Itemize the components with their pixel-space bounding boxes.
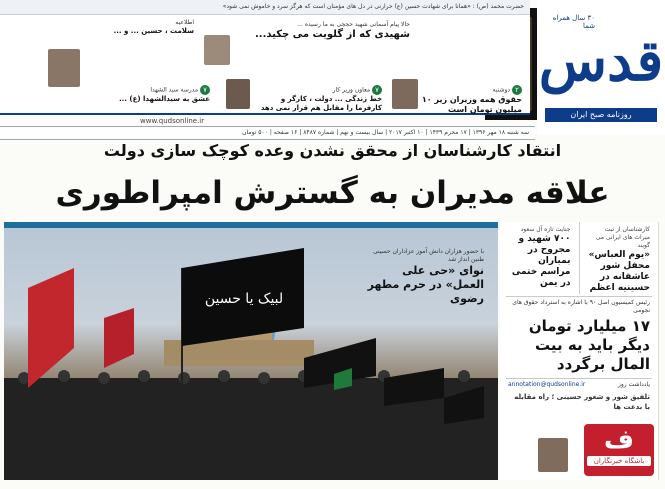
brief-title: «یوم العباس» محفل شور عاشقانه در حسینیه اعظم bbox=[588, 250, 650, 293]
bottom-title[interactable]: تلفیق شور و شعور حسینی ؛ راه مقابله با بدعت ها bbox=[514, 393, 650, 411]
teaser-kicker: اطلاعیه bbox=[175, 19, 194, 26]
brief-kicker: کارشناسان از ثبت میراث های ایرانی می گویند bbox=[595, 226, 650, 249]
fara-logo[interactable] bbox=[584, 424, 654, 476]
flag-text: لبیک یا حسین bbox=[204, 291, 284, 307]
hadith-strip: حضرت محمد (ص) : «همانا برای شهادت حسین (ع) حرارتی در دل های مؤمنان است که هرگز سرد و خاموش نمی شود» bbox=[0, 0, 530, 15]
teaser-title: خط زندگی ... دولت ، کارگر و کارفرما را مقابل هم قرار نمی دهد bbox=[260, 95, 382, 112]
notes-label: یادداشت روز bbox=[617, 381, 650, 388]
teaser-ministers[interactable] bbox=[412, 85, 522, 115]
caption-big: نوای «حی علی العمل» در حرم مطهر رضوی bbox=[367, 264, 484, 305]
teaser-martyr[interactable] bbox=[230, 21, 410, 41]
main-kicker: انتقاد کارشناسان از محقق نشدن وعده کوچک سازی دولت bbox=[103, 141, 562, 160]
number-badge: ۷ bbox=[372, 85, 382, 95]
mourning-photo bbox=[4, 222, 498, 480]
number-badge: ۷ bbox=[200, 85, 210, 95]
teaser-title: شهیدی که از گلویت می چکید... bbox=[254, 29, 410, 40]
brief-yomal-abbas[interactable] bbox=[579, 222, 659, 294]
minister-photo bbox=[392, 79, 418, 109]
lead-kicker: رئیس کمیسیون اصل ۹۰ با اشاره به استرداد حقوق های نجومی bbox=[512, 299, 650, 314]
caption-small: با حضور هزاران دانش آموز عزاداران حسینی طنین انداز شد bbox=[372, 248, 484, 263]
main-headline[interactable]: علاقه مدیران به گسترش امپراطوری bbox=[55, 175, 610, 211]
teaser-hosseini[interactable] bbox=[70, 85, 210, 104]
masthead bbox=[537, 0, 665, 135]
teaser-title: سلامت ، حسین ... و ... bbox=[113, 27, 194, 35]
email-link[interactable]: annotation@qudsonline.ir bbox=[508, 381, 586, 388]
fara-icon: ف bbox=[603, 425, 635, 455]
teaser-kicker: حالا پیام آسمانی شهید حججی به ما رسیده ... bbox=[297, 21, 410, 28]
brief-kicker: جنایت تازه آل سعود bbox=[520, 226, 571, 233]
teaser-title: حقوق همه وزیران زیر ۱۰ میلیون تومان است bbox=[421, 95, 522, 114]
teaser-title: عشق به سیدالشهدا (ع) ... bbox=[119, 95, 210, 103]
photo-caption bbox=[366, 248, 484, 306]
teaser-kicker: مدرسه سید الشهدا bbox=[150, 86, 199, 94]
teaser-kicker: معاون وزیر کار bbox=[332, 86, 371, 94]
right-column bbox=[500, 222, 659, 480]
dateline: سه شنبه ۱۸ مهر ۱۳۹۶ | ۱۷ محرم ۱۴۳۹ | ۱۰ اکتبر ۲۰۱۷ | سال بیست و نهم | شماره ۸۴۸۷ | ۱۶ صفحه | ۵۰۰ تومان bbox=[0, 126, 535, 140]
logo-text: قدس bbox=[538, 28, 664, 94]
top-teasers-box bbox=[0, 15, 530, 115]
logo-small: ۳۰ سال همراه شما bbox=[552, 14, 595, 30]
author-photo bbox=[538, 438, 568, 472]
number-badge: ۲ bbox=[512, 85, 522, 95]
lead-title[interactable]: ۱۷ میلیارد تومان دیگر باید به بیت المال برگردد bbox=[528, 317, 650, 373]
teaser-kicker: دوشنبه bbox=[492, 86, 511, 94]
teaser-column[interactable] bbox=[44, 19, 194, 36]
official-photo bbox=[226, 79, 250, 109]
person-photo bbox=[48, 49, 80, 87]
fara-label: باشگاه خبرنگاران bbox=[587, 456, 651, 466]
brief-title: ۷۰۰ شهید و مجروح در بمباران مراسم ختمی در یمن bbox=[511, 234, 571, 288]
tagline: روزنامه صبح ایران bbox=[545, 108, 657, 122]
teaser-workers[interactable] bbox=[252, 85, 382, 113]
person-photo bbox=[204, 35, 230, 65]
website[interactable]: www.qudsonline.ir bbox=[140, 117, 205, 125]
brief-yemen[interactable] bbox=[500, 222, 579, 294]
